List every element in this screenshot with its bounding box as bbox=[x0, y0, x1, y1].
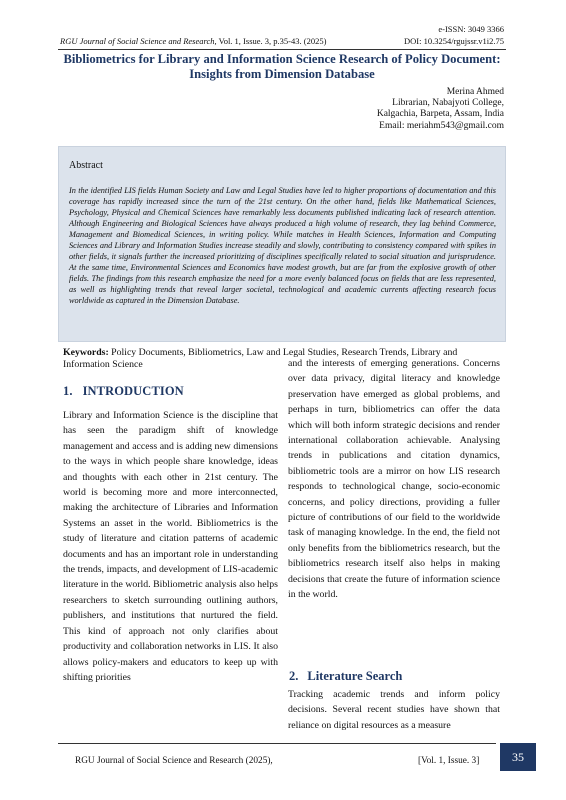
footer-divider bbox=[58, 743, 496, 744]
keywords-label: Keywords: bbox=[63, 347, 109, 358]
abstract-heading: Abstract bbox=[69, 160, 103, 171]
intro-right-column: and the interests of emerging generations. Concerns over data privacy, digital literacy and knowledge preservation have emerged as global problems, and perhaps in turn, bibliometrics can offer the data which will both inform strategic decisions and render international collaboration achievable. Analysing trends in publications and citation dynamics, bibliometric tools are a mirror on how LIS research responds to technological change, socio-economic concerns, and policy directions, providing a fuller picture of contributions of our field to the worldwide task of managing knowledge. In the end, the field not only benefits from the bibliometrics research, but the bibliometrics research itself also helps in making decisions that create the future of information science in the world. bbox=[288, 358, 500, 601]
section-2-number: 2. bbox=[289, 669, 299, 683]
footer-journal: RGU Journal of Social Science and Research (2025), bbox=[75, 756, 273, 766]
section-1-number: 1. bbox=[63, 384, 73, 398]
journal-citation: RGU Journal of Social Science and Research, Vol. 1, Issue. 3, p.35-43. (2025) bbox=[60, 36, 327, 46]
footer-volume: [Vol. 1, Issue. 3] bbox=[418, 756, 480, 766]
section-1-heading bbox=[63, 384, 184, 399]
section-2-heading bbox=[289, 669, 402, 684]
paper-title: Bibliometrics for Library and Information Science Research of Policy Document: Insights from Dimension Database bbox=[63, 52, 501, 81]
keywords-text: Policy Documents, Bibliometrics, Law and Legal Studies, Research Trends, Library and Information Science bbox=[63, 347, 458, 370]
header-divider bbox=[58, 49, 506, 50]
abstract-box bbox=[58, 146, 506, 342]
author-email[interactable]: Email: meriahm543@gmail.com bbox=[379, 120, 504, 131]
intro-left-column: Library and Information Science is the discipline that has seen the paradigm shift of knowledge management and access and is adding new dimensions to the ways in which people share knowledge, ideas and thoughts with each other in 21st century. The world is becoming more and more interconnected, making the architecture of Libraries and Information Systems an asset in the world. Bibliometrics is the study of literature and citation patterns of academic documents and has an important role in understanding the trends, impacts, and development of LIS-academic literature in the world. Bibliometric analysis also helps researchers to sketch surrounding outlining authors, publishers, and institutions that nurtured the field. This kind of approach not only clarifies about productivity and collaboration networks in LIS. It also allows policy-makers and educators to keep up with shifting priorities bbox=[63, 410, 278, 683]
author-position: Librarian, Nabajyoti College, bbox=[392, 98, 504, 109]
author-name: Merina Ahmed bbox=[446, 87, 504, 97]
author-block bbox=[377, 87, 504, 132]
section-2-title: Literature Search bbox=[307, 669, 403, 683]
doi-label[interactable]: DOI: 10.3254/rgujssr.v1i2.75 bbox=[404, 36, 504, 46]
page-number: 35 bbox=[500, 743, 536, 771]
literature-search-text: Tracking academic trends and inform policy decisions. Several recent studies have shown that reliance on digital resources as a measure bbox=[288, 689, 500, 731]
author-address: Kalgachia, Barpeta, Assam, India bbox=[376, 109, 504, 120]
section-1-title: INTRODUCTION bbox=[82, 384, 184, 398]
journal-citation-line bbox=[60, 36, 504, 46]
issn-label: e-ISSN: 3049 3366 bbox=[438, 24, 504, 34]
abstract-text: In the identified LIS fields Human Society and Law and Legal Studies have led to higher proportions of documentation and this coverage has rapidly increased since the turn of the 21st century. On the other hand, fields like Mathematical Sciences, Psychology, Physical and Chemical Sciences have remarkably less documents published indicating lack of research attention. Although Engineering and Biological Sciences have always produced a high volume of research, they lag behind Commerce, Management and Biomedical Sciences, in writing policy. While matches in Health Sciences, Information and Computing Sciences and Library and Information Studies increase steadily and slowly, contributing to consistency compared with spikes in other fields, it signals further the increased prioritizing of disciplines specifically related to social situation and jurisprudence. At the same time, Environmental Sciences and Economics have modest growth, but are far from the explosive growth of other fields. The findings from this research emphasize the need for a more evenly balanced focus on fields that are less represented, as well as highlighting trends that reveal larger societal, technological and academic currents affecting research focus worldwide as captured in the Dimension Database. bbox=[69, 186, 496, 306]
